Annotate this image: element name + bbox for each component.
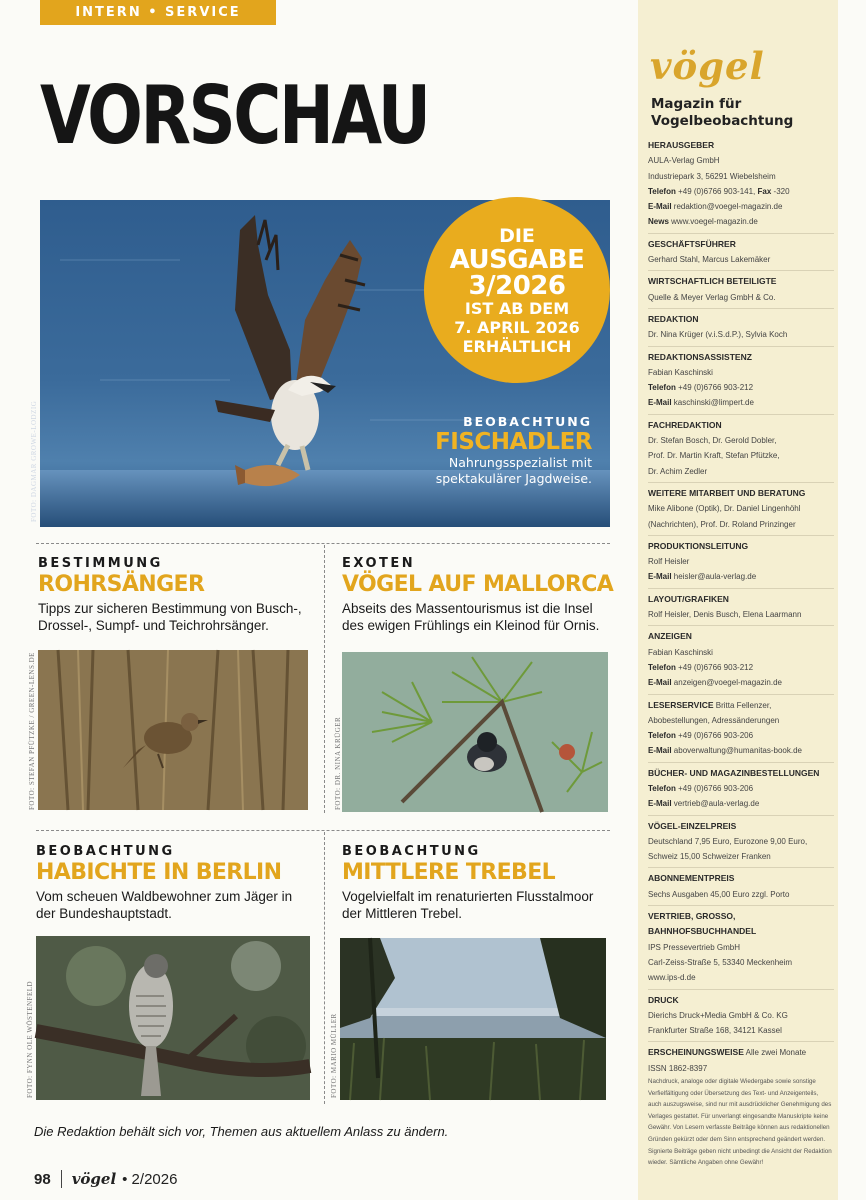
hero-headline: FISCHADLER (435, 429, 592, 455)
article-kicker: BESTIMMUNG (38, 556, 163, 571)
phone-number: +49 (0)6766 903-212 (678, 662, 754, 672)
impressum-section (648, 482, 834, 532)
impressum-line: Abobestellungen, Adressänderungen (648, 715, 780, 725)
impressum-section-heading-line (648, 629, 834, 644)
magazine-tagline (651, 96, 793, 130)
impressum-heading: WEITERE MITARBEIT UND BERATUNG (648, 487, 806, 498)
impressum-line: Carl-Zeiss-Straße 5, 53340 Meckenheim (648, 957, 793, 967)
article-kicker: BEOBACHTUNG (342, 844, 481, 859)
email-link[interactable]: redaktion@voegel-magazin.de (673, 202, 783, 212)
page-title: VORSCHAU (40, 69, 429, 162)
impressum-section (648, 867, 834, 902)
hero-kicker: BEOBACHTUNG (463, 414, 592, 429)
impressum-heading: BÜCHER- UND MAGAZINBESTELLUNGEN (648, 767, 820, 778)
impressum-heading: ABONNEMENTPREIS (648, 873, 735, 884)
impressum-line: IPS Pressevertrieb GmbH (648, 942, 741, 952)
impressum-heading: REDAKTION (648, 313, 699, 324)
article-headline: HABICHTE IN BERLIN (36, 860, 282, 885)
website-link[interactable]: www.voegel-magazin.de (671, 217, 758, 227)
impressum-section (648, 989, 834, 1039)
divider (36, 830, 610, 831)
badge-line: IST AB DEM (464, 298, 570, 318)
impressum-body (648, 138, 834, 1076)
impressum-section (648, 588, 834, 623)
impressum-heading: LAYOUT/GRAFIKEN (648, 593, 729, 604)
impressum-section-heading-line (648, 871, 834, 886)
impressum-line: Rolf Heisler (648, 557, 690, 567)
page-number: 98 (34, 1170, 51, 1188)
impressum-line: AULA-Verlag GmbH (648, 156, 720, 166)
impressum-section-heading-line (648, 592, 834, 607)
impressum-line: Sechs Ausgaben 45,00 Euro zzgl. Porto (648, 889, 790, 899)
article-teaser: Tipps zur sicheren Bestimmung von Busch-, Drossel-, Sumpf- und Teichrohrsänger. (38, 601, 302, 633)
impressum-contact-line (648, 743, 834, 758)
phone-number: +49 (0)6766 903-206 (678, 731, 754, 741)
phone-number: +49 (0)6766 903-212 (678, 383, 754, 393)
impressum-section (648, 270, 834, 305)
impressum-section (648, 138, 834, 230)
impressum-section (648, 625, 834, 690)
article-mallorca (342, 556, 614, 634)
tagline-line: Magazin für (651, 96, 742, 112)
contact-label: E-Mail (648, 398, 672, 408)
impressum-contact-line (648, 660, 834, 675)
impressum-line: Fabian Kaschinski (648, 367, 713, 377)
impressum-line: Quelle & Meyer Verlag GmbH & Co. (648, 292, 776, 302)
impressum-contact-line (648, 781, 834, 796)
impressum-section-heading-line (648, 819, 834, 834)
photo-credit: FOTO: DR. NINA KRÜGER (334, 716, 342, 810)
impressum-section-heading-line (648, 350, 834, 365)
photo-goshawk (36, 936, 310, 1100)
impressum-line: Industriepark 3, 56291 Wiebelsheim (648, 171, 776, 181)
impressum-section-heading-line (648, 766, 834, 781)
impressum-contact-line (648, 675, 834, 690)
impressum-section (648, 1041, 834, 1076)
impressum-line: Frankfurter Straße 168, 34121 Kassel (648, 1026, 782, 1036)
phone-number: +49 (0)6766 903-206 (678, 783, 754, 793)
impressum-contact-line (648, 380, 834, 395)
photo-pine-warbler (342, 652, 608, 812)
badge-line: ERHÄLTLICH (462, 336, 572, 356)
article-teaser: Vogelvielfalt im renaturierten Flusstalmoor der Mittleren Trebel. (342, 889, 594, 921)
impressum-section-heading-line (648, 138, 834, 153)
impressum-heading: GESCHÄFTSFÜHRER (648, 238, 736, 249)
impressum-section-heading-line (648, 418, 834, 433)
photo-credit: FOTO: STEFAN PFÜTZKE / GREEN-LENS.DE (28, 652, 36, 810)
badge-line: DIE (499, 224, 535, 247)
page-footer (34, 1170, 177, 1188)
impressum-contact-line (648, 214, 834, 229)
impressum-line: Schweiz 15,00 Schweizer Franken (648, 852, 771, 862)
article-kicker: BEOBACHTUNG (36, 844, 175, 859)
article-habichte (36, 844, 308, 922)
impressum-section (648, 346, 834, 411)
divider (324, 545, 325, 813)
impressum-heading: FACHREDAKTION (648, 419, 722, 430)
impressum-section (648, 535, 834, 585)
impressum-section (648, 308, 834, 343)
contact-label: E-Mail (648, 202, 672, 212)
badge-line: AUSGABE (449, 244, 585, 275)
impressum-line: Gerhard Stahl, Marcus Lakemäker (648, 255, 771, 265)
article-rohrsaenger (38, 556, 310, 634)
impressum-line: Fabian Kaschinski (648, 647, 713, 657)
contact-label: Telefon (648, 783, 676, 793)
impressum-section-heading-line (648, 1045, 834, 1060)
impressum-inline-text: Britta Fellenzer, (715, 700, 772, 710)
contact-label: E-Mail (648, 572, 672, 582)
tagline-line: Vogelbeobachtung (651, 113, 794, 129)
email-link[interactable]: vertrieb@aula-verlag.de (673, 799, 760, 809)
impressum-section-heading-line (648, 909, 834, 940)
article-teaser: Abseits des Massentourismus ist die Insel des ewigen Frühlings ein Kleinod für Ornis. (342, 601, 600, 633)
impressum-contact-line (648, 395, 834, 410)
photo-reed-warbler (38, 650, 308, 810)
impressum-heading: VERTRIEB, GROSSO, BAHNHOFSBUCHHANDEL (648, 911, 757, 937)
impressum-section-heading-line (648, 274, 834, 289)
legal-notice: Nachdruck, analoge oder digitale Wiedergabe sowie sonstige Verfielfältigung oder Übersetzung des Text- und Anzeigenteils, auch auszugsweise, sind nur mit ausdrücklicher Genehmigung des Verlages gestattet. Für unverlangt eingesandte Manuskripte keine Gewähr. Von Lesern verfasste Beiträge können aus redaktionellen Gründen gekürzt oder dem Sinn entsprechend geändert werden. Signierte Beiträge geben nicht unbedingt die Ansicht der Redaktion wieder. Sämtliche Angaben ohne Gewähr! (648, 1078, 832, 1167)
impressum-heading: PRODUKTIONSLEITUNG (648, 540, 749, 551)
contact-label: Fax (757, 186, 772, 196)
article-headline: ROHRSÄNGER (38, 572, 205, 597)
email-link[interactable]: anzeigen@voegel-magazin.de (673, 678, 782, 688)
impressum-heading: WIRTSCHAFTLICH BETEILIGTE (648, 276, 777, 287)
impressum-section (648, 414, 834, 479)
impressum-column (638, 0, 838, 1200)
contact-label: News (648, 217, 669, 227)
impressum-line: Mike Alibone (Optik), Dr. Daniel Lingenhöhl (648, 504, 801, 514)
impressum-section-heading-line (648, 698, 834, 713)
email-link[interactable]: heisler@aula-verlag.de (673, 572, 757, 582)
hero-caption (420, 414, 592, 487)
photo-credit: FOTO: MARIO MÜLLER (330, 1013, 338, 1098)
impressum-heading: ERSCHEINUNGSWEISE (648, 1047, 744, 1058)
photo-credit: FOTO: FYNN OLE WÖSTENFELD (26, 980, 34, 1098)
impressum-contact-line (648, 199, 834, 214)
contact-label: Telefon (648, 383, 676, 393)
contact-label: Telefon (648, 731, 676, 741)
impressum-line: Rolf Heisler, Denis Busch, Elena Laarmann (648, 610, 802, 620)
impressum-section (648, 233, 834, 268)
magazine-logo: vögel (650, 44, 765, 88)
impressum-line: ISSN 1862-8397 (648, 1063, 708, 1073)
article-trebel (342, 844, 610, 922)
fax-number: -320 (773, 186, 790, 196)
impressum-line: Dr. Achim Zedler (648, 466, 708, 476)
email-link[interactable]: aboverwaltung@humanitas-book.de (673, 746, 802, 756)
article-kicker: EXOTEN (342, 556, 416, 571)
contact-label: Telefon (648, 186, 676, 196)
impressum-line: Dierichs Druck+Media GmbH & Co. KG (648, 1010, 788, 1020)
impressum-contact-line (648, 569, 834, 584)
impressum-section-heading-line (648, 539, 834, 554)
impressum-section (648, 694, 834, 759)
impressum-heading: ANZEIGEN (648, 631, 692, 642)
magazine-logo-small: vögel (71, 1170, 117, 1188)
contact-label: E-Mail (648, 746, 672, 756)
impressum-line: Prof. Dr. Martin Kraft, Stefan Pfützke, (648, 451, 780, 461)
article-headline: MITTLERE TREBEL (342, 860, 556, 885)
divider (324, 832, 325, 1104)
section-label: INTERN • SERVICE (40, 0, 276, 25)
impressum-section-heading-line (648, 486, 834, 501)
impressum-section-heading-line (648, 312, 834, 327)
impressum-section-heading-line (648, 993, 834, 1008)
badge-line: 7. APRIL 2026 (454, 317, 580, 337)
issue-badge (424, 197, 610, 383)
contact-label: Telefon (648, 662, 676, 672)
divider (36, 543, 610, 544)
impressum-inline-text: Alle zwei Monate (745, 1048, 807, 1058)
contact-label: E-Mail (648, 678, 672, 688)
impressum-contact-line (648, 728, 834, 743)
impressum-heading: REDAKTIONSASSISTENZ (648, 351, 752, 362)
contact-label: E-Mail (648, 799, 672, 809)
impressum-heading: LESERSERVICE (648, 699, 714, 710)
photo-credit: FOTO: DAGMAR GROWE-LODZIG (30, 400, 38, 522)
impressum-contact-line (648, 796, 834, 811)
impressum-line: (Nachrichten), Prof. Dr. Roland Prinzinger (648, 519, 796, 529)
photo-moor-landscape (340, 938, 606, 1100)
impressum-heading: VÖGEL-EINZELPREIS (648, 820, 737, 831)
hero-subline: Nahrungsspezialist mit spektakulärer Jagdweise. (435, 455, 592, 486)
impressum-section (648, 762, 834, 812)
impressum-section (648, 815, 834, 865)
article-headline: VÖGEL AUF MALLORCA (342, 572, 614, 597)
impressum-contact-line (648, 184, 834, 199)
impressum-line: Deutschland 7,95 Euro, Eurozone 9,00 Euro, (648, 836, 808, 846)
issue-number: • 2/2026 (122, 1170, 178, 1188)
impressum-section-heading-line (648, 237, 834, 252)
badge-line: 3/2026 (468, 270, 566, 301)
impressum-section (648, 905, 834, 985)
impressum-line: Dr. Stefan Bosch, Dr. Gerold Dobler, (648, 436, 777, 446)
phone-number: +49 (0)6766 903-141, (678, 186, 756, 196)
email-link[interactable]: kaschinski@limpert.de (673, 398, 754, 408)
impressum-line: Dr. Nina Krüger (v.i.S.d.P.), Sylvia Koch (648, 330, 788, 340)
divider (61, 1170, 62, 1188)
impressum-heading: DRUCK (648, 994, 679, 1005)
article-teaser: Vom scheuen Waldbewohner zum Jäger in der Bundeshauptstadt. (36, 889, 293, 921)
impressum-line: www.ips-d.de (648, 973, 696, 983)
impressum-heading: HERAUSGEBER (648, 140, 715, 150)
editorial-note: Die Redaktion behält sich vor, Themen aus aktuellem Anlass zu ändern. (34, 1124, 449, 1139)
